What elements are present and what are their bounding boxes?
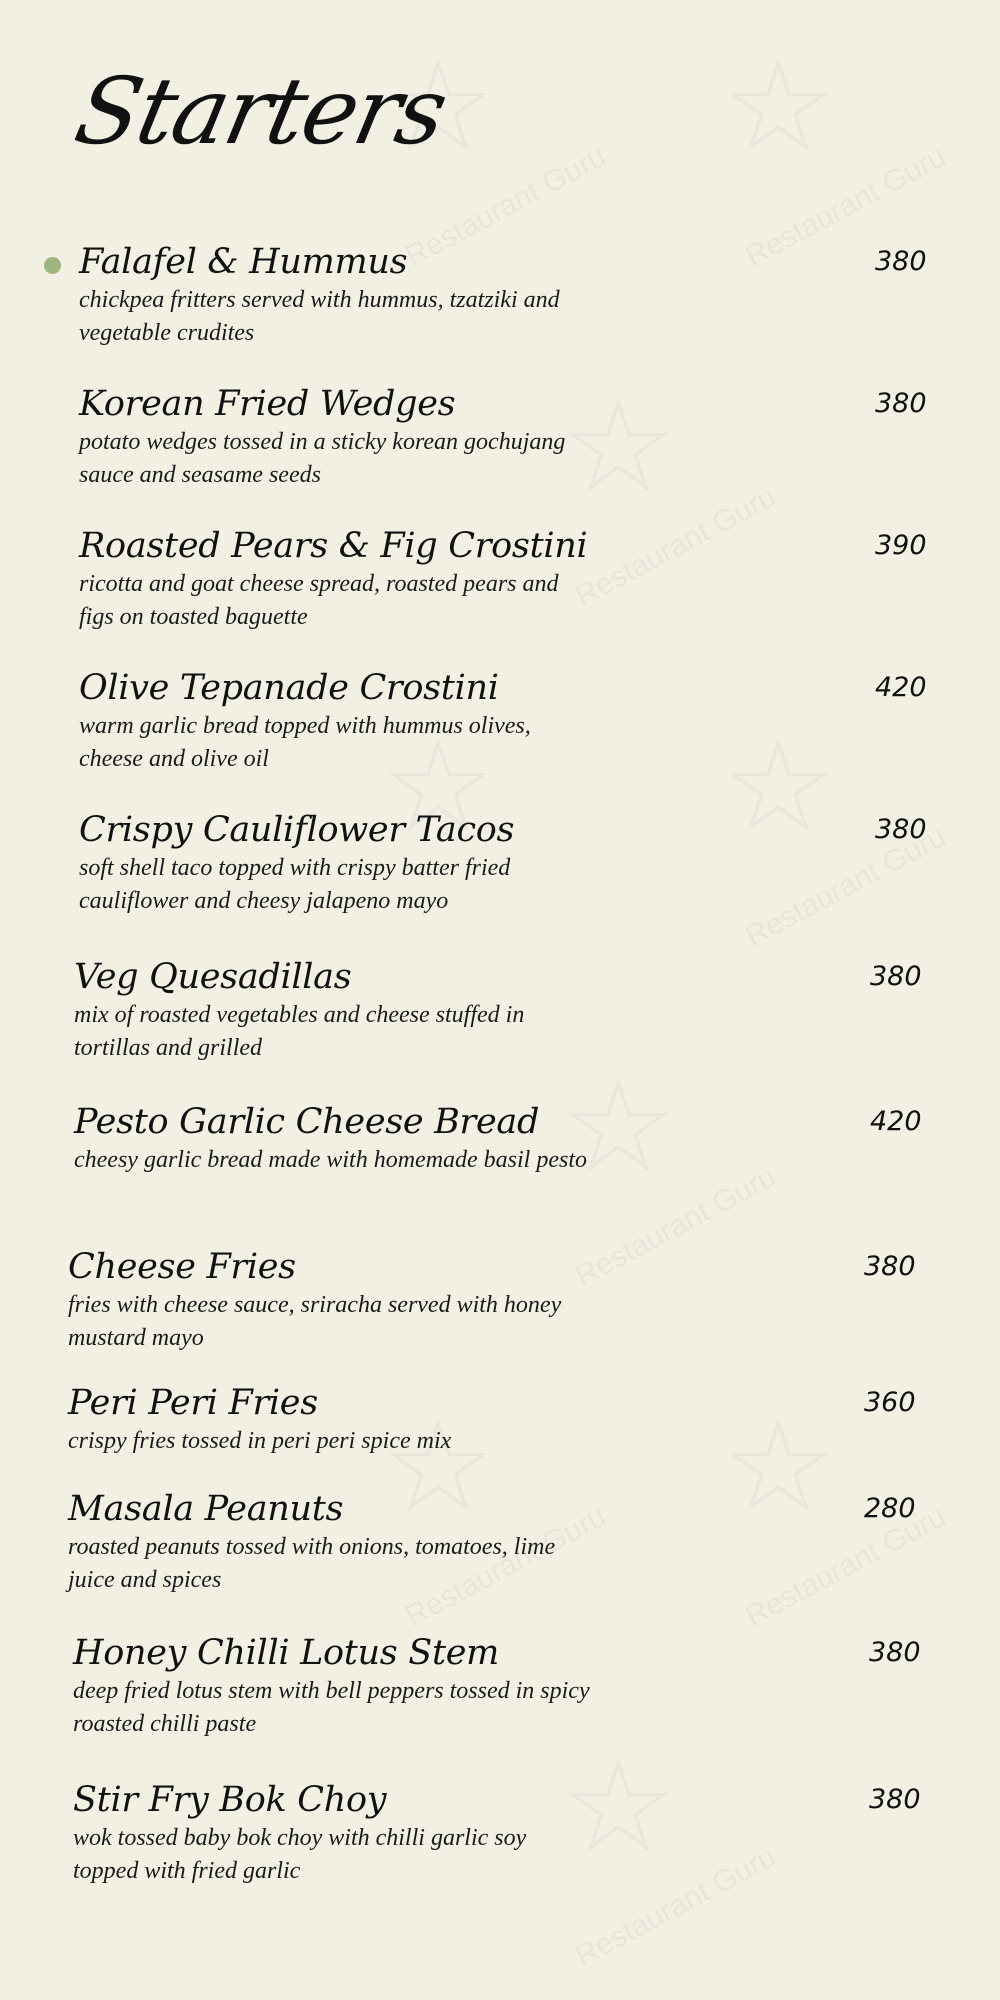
item-description: soft shell taco topped with crispy batter fried cauliflower and cheesy jalapeno mayo — [79, 855, 511, 914]
item-price: 390 — [875, 530, 927, 561]
item-name: Falafel & Hummus — [79, 242, 408, 282]
section-title: Starters — [66, 58, 455, 165]
item-price: 280 — [864, 1493, 916, 1524]
menu-item — [73, 1633, 953, 1741]
menu-item — [68, 1247, 948, 1355]
item-price: 380 — [875, 814, 927, 845]
item-name: Veg Quesadillas — [74, 957, 352, 997]
item-name: Crispy Cauliflower Tacos — [79, 810, 515, 850]
menu-item — [79, 384, 959, 492]
item-description: crispy fries tossed in peri peri spice mix — [68, 1428, 452, 1454]
item-name: Cheese Fries — [68, 1247, 296, 1287]
menu-item — [79, 242, 959, 350]
item-description: cheesy garlic bread made with homemade basil pesto — [74, 1147, 588, 1173]
item-description: chickpea fritters served with hummus, tzatziki and vegetable crudites — [79, 287, 560, 346]
item-price: 380 — [869, 1784, 921, 1815]
menu-item — [79, 526, 959, 634]
item-price: 420 — [870, 1106, 922, 1137]
item-price: 380 — [870, 961, 922, 992]
menu-item — [68, 1383, 948, 1458]
item-price: 380 — [864, 1251, 916, 1282]
menu-item — [74, 957, 954, 1065]
item-price: 380 — [875, 246, 927, 277]
item-price: 380 — [869, 1637, 921, 1668]
item-description: potato wedges tossed in a sticky korean gochujang sauce and seasame seeds — [79, 429, 566, 488]
item-name: Peri Peri Fries — [68, 1383, 318, 1423]
item-name: Honey Chilli Lotus Stem — [73, 1633, 500, 1673]
menu-item — [73, 1780, 953, 1888]
item-name: Olive Tepanade Crostini — [79, 668, 499, 708]
watermark-star-icon — [720, 30, 837, 182]
item-description: fries with cheese sauce, sriracha served with honey mustard mayo — [68, 1292, 562, 1351]
item-name: Stir Fry Bok Choy — [73, 1780, 387, 1820]
item-description: roasted peanuts tossed with onions, tomatoes, lime juice and spices — [68, 1534, 556, 1593]
menu-item — [68, 1489, 948, 1597]
item-name: Masala Peanuts — [68, 1489, 344, 1529]
item-description: ricotta and goat cheese spread, roasted pears and figs on toasted baguette — [79, 571, 559, 630]
item-description: wok tossed baby bok choy with chilli garlic soy topped with fried garlic — [73, 1825, 527, 1884]
item-description: warm garlic bread topped with hummus olives, cheese and olive oil — [79, 713, 531, 772]
item-price: 420 — [875, 672, 927, 703]
item-description: deep fried lotus stem with bell peppers tossed in spicy roasted chilli paste — [73, 1678, 590, 1737]
item-name: Roasted Pears & Fig Crostini — [79, 526, 588, 566]
item-price: 380 — [875, 388, 927, 419]
bullet-dot — [44, 257, 61, 274]
menu-item — [79, 668, 959, 776]
menu-item — [74, 1102, 954, 1177]
item-name: Korean Fried Wedges — [79, 384, 456, 424]
item-name: Pesto Garlic Cheese Bread — [74, 1102, 540, 1142]
item-price: 360 — [864, 1387, 916, 1418]
menu-item — [79, 810, 959, 918]
item-description: mix of roasted vegetables and cheese stuffed in tortillas and grilled — [74, 1002, 525, 1061]
